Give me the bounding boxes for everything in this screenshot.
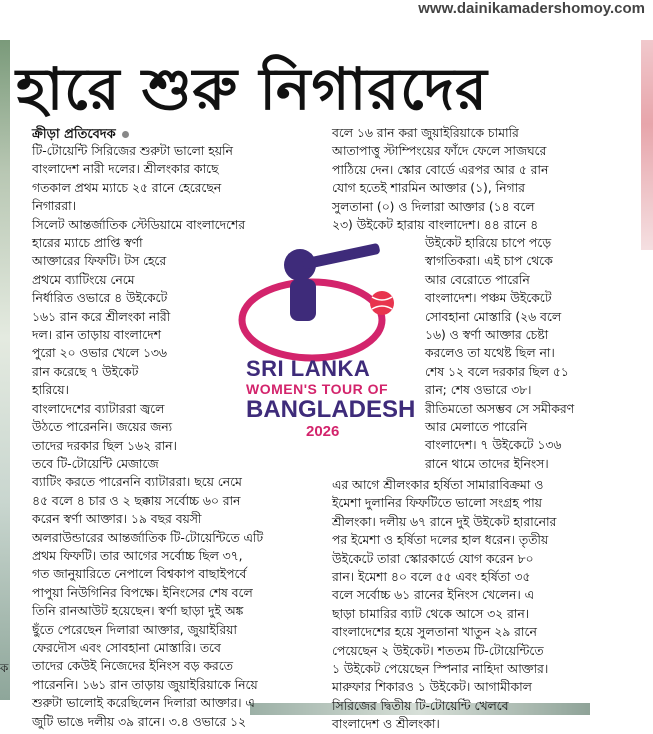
article-line: সুলতানা (০) ও দিলারা আক্তার (১৪ বলে (332, 199, 535, 214)
site-url: www.dainikamadershomoy.com (418, 0, 645, 17)
article-line: রান; শেষ ওভারে ৩৮। (425, 383, 532, 398)
adjacent-page-photo-left (0, 40, 10, 700)
article-headline: হারে শুরু নিগারদের (16, 55, 488, 123)
article-line: ছুঁতে পেরেছেন দিলারা আক্তার, জুয়াইরিয়া (32, 622, 237, 637)
article-line: আক্তারের ফিফটি। টস হেরে (32, 254, 167, 269)
article-line: দল। রান তাড়ায় বাংলাদেশ (32, 328, 161, 343)
logo-text-bangladesh: BANGLADESH (246, 396, 416, 423)
article-line: নিগাররা। (32, 199, 76, 214)
article-line: রীতিমতো অসম্ভব সে সমীকরণ (425, 401, 575, 416)
article-line: বাংলাদেশের হয়ে সুলতানা খাতুন ২৯ রানে (332, 625, 537, 640)
article-line: পুরো ২০ ওভার খেলে ১৩৬ (32, 346, 167, 361)
article-line: করলেও তা যথেষ্ট ছিল না। (425, 346, 555, 361)
article-line: পাঠিয়ে দেন। স্কোর বোর্ডে এরপর আর ৫ রান (332, 162, 549, 177)
article-line: তিনি রানআউট হয়েছেন। স্বর্ণা ছাড়া দুই অঙ্ক (32, 604, 244, 619)
article-line: সিলেট আন্তর্জাতিক স্টেডিয়ামে বাংলাদেশের (32, 217, 246, 232)
logo-text-tour: WOMEN'S TOUR OF (246, 381, 389, 397)
article-line: অলরাউন্ডারের আন্তর্জাতিক টি-টোয়েন্টিতে এটি (32, 530, 264, 545)
article-line: শেষ ১২ বলে দরকার ছিল ৫১ (425, 364, 569, 379)
article-line: শুরুটা ভালোই করেছিলেন দিলারা আক্তার। এ (32, 696, 255, 711)
article-line: পেয়েছেন ২ উইকেট। শততম টি-টোয়েন্টিতে (332, 643, 544, 658)
article-line: পারেননি। ১৬১ রান তাড়ায় জুয়াইরিয়াকে নিয়ে (32, 677, 258, 692)
article-line: আর মেলাতে পারেনি (425, 420, 528, 435)
article-line: হারিয়ে। (32, 383, 69, 398)
article-line: যোগ হতেই শারমিন আক্তার (১), নিগার (332, 181, 525, 196)
article-line: স্বাগতিকরা। এই চাপ থেকে (425, 254, 553, 269)
logo-ball-icon (370, 291, 394, 315)
article-line: বাংলাদেশ। ৭ উইকেটে ১৩৬ (425, 438, 562, 453)
article-line: রানে থামে তাদের ইনিংস। (425, 456, 549, 471)
article-line: উইকেট হারিয়ে চাপে পড়ে (425, 236, 551, 250)
article-line: ইমেশা দুলানির ফিফটিতে ভালো সংগ্রহ পায় (332, 496, 542, 511)
article-line: বাংলাদেশের ব্যাটাররা জ্বলে (32, 401, 165, 416)
article-line: বাংলাদেশ নারী দলের। শ্রীলংকার কাছে (32, 162, 219, 177)
article-line: নির্ধারিত ওভারে ৪ উইকেটে (32, 291, 168, 306)
article-line: এর আগে শ্রীলংকার হর্ষিতা সামারাবিক্রমা ও (332, 478, 544, 492)
article-line: পর ইমেশা ও হর্ষিতা দলের হাল ধরেন। তৃতীয় (332, 533, 549, 548)
article-line: জুটি ভাঙে দলীয় ৩৯ রানে। ৩.৪ ওভারে ১২ (32, 714, 246, 729)
article-line: উইকেটে তারা স্কোরকার্ডে যোগ করেন ৮০ (332, 551, 534, 566)
article-line: সিরিজের দ্বিতীয় টি-টোয়েন্টি খেলবে (332, 698, 509, 713)
article-line: তাদের কেউই নিজেদের ইনিংস বড় করতে (32, 659, 233, 674)
article-line: প্রথমে ব্যাটিংয়ে নেমে (32, 272, 135, 287)
adjacent-page-text-fragment: ক (0, 661, 9, 675)
article-line: মারুফার শিকারও ১ উইকেট। আগামীকাল (332, 680, 532, 695)
article-line: শ্রীলংকা। দলীয় ৬৭ রানে দুই উইকেট হারানোর (332, 514, 557, 529)
article-line: ১৬১ রান করে শ্রীলংকা নারী (32, 309, 171, 324)
article-line: গত জানুয়ারিতে নেপালে বিশ্বকাপ বাছাইপর্বে (32, 567, 247, 582)
article-line: সোবহানা মোস্তারি (২৬ বলে (425, 309, 561, 324)
article-line: করেন স্বর্ণা আক্তার। ১৯ বছর বয়সী (32, 512, 202, 527)
article-line: বাংলাদেশ। পঞ্চম উইকেটে (425, 291, 552, 306)
article-line: গতকাল প্রথম ম্যাচে ২৫ রানে হেরেছেন (32, 180, 222, 195)
article-line: রান করেছে ৭ উইকেট (32, 364, 139, 379)
article-line: আর বেরোতে পারেনি (425, 272, 530, 287)
article-line: উঠতে পারেননি। জয়ের জন্য (32, 420, 173, 435)
article-line: টি-টোয়েন্টি সিরিজের শুরুটা ভালো হয়নি (32, 144, 233, 158)
top-bar (0, 0, 653, 20)
article-column-2-top (332, 124, 632, 234)
article-line: হারের ম্যাচে প্রাপ্তি স্বর্ণা (32, 236, 143, 251)
logo-text-year: 2026 (306, 423, 340, 440)
article-line: প্রথম ফিফটি। তার আগের সর্বোচ্চ ছিল ৩৭, (32, 548, 243, 563)
byline-dot-icon (122, 131, 129, 138)
adjacent-page-photo-right (641, 40, 653, 250)
article-column-2-bottom (332, 476, 632, 734)
article-line: ব্যাটিং করতে পারেননি ব্যাটাররা। ছয়ে নেমে (32, 475, 242, 490)
byline-text: ক্রীড়া প্রতিবেদক (32, 127, 116, 142)
article-line: বলে ১৬ রান করা জুয়াইরিয়াকে চামারি (332, 126, 519, 140)
article-line: ২৩) উইকেট হারায় বাংলাদেশ। ৪৪ রানে ৪ (332, 218, 539, 233)
logo-bat-icon (302, 243, 381, 270)
article-line: পাপুয়া নিউগিনির বিপক্ষে। ইনিংসের শেষ বলে (32, 585, 253, 600)
article-line: ৪৫ বলে ৪ চার ও ২ ছক্কায় সর্বোচ্চ ৬০ রান (32, 493, 241, 508)
article-line: বাংলাদেশ ও শ্রীলংকা। (332, 717, 440, 732)
article-line: তাদের দরকার ছিল ১৬২ রান। (32, 438, 177, 453)
article-line: বলে সর্বোচ্চ ৬১ রানের ইনিংস খেলেন। এ (332, 588, 535, 603)
article-line: ১৬) ও স্বর্ণা আক্তার চেষ্টা (425, 328, 549, 343)
article-line: রান। ইমেশা ৪০ বলে ৫৫ এবং হর্ষিতা ৩৫ (332, 570, 531, 585)
article-line: আতাপাত্তু স্টাম্পিংয়ের ফাঁদে ফেলে সাজঘরে (332, 144, 547, 159)
logo-text-srilanka: SRI LANKA (246, 356, 371, 381)
article-column-2-wrap (425, 234, 635, 473)
article-line: ১ উইকেট পেয়েছেন স্পিনার নাহিদা আক্তার। (332, 662, 549, 677)
article-line: ছাড়া চামারির ব্যাট থেকে আসে ৩২ রান। (332, 606, 530, 621)
article-line: তবে টি-টোয়েন্টি মেজাজে (32, 456, 159, 471)
article-line: ফেরদৌস এবং সোবহানা মোস্তারি। তবে (32, 640, 221, 655)
logo-body-icon (290, 279, 316, 321)
